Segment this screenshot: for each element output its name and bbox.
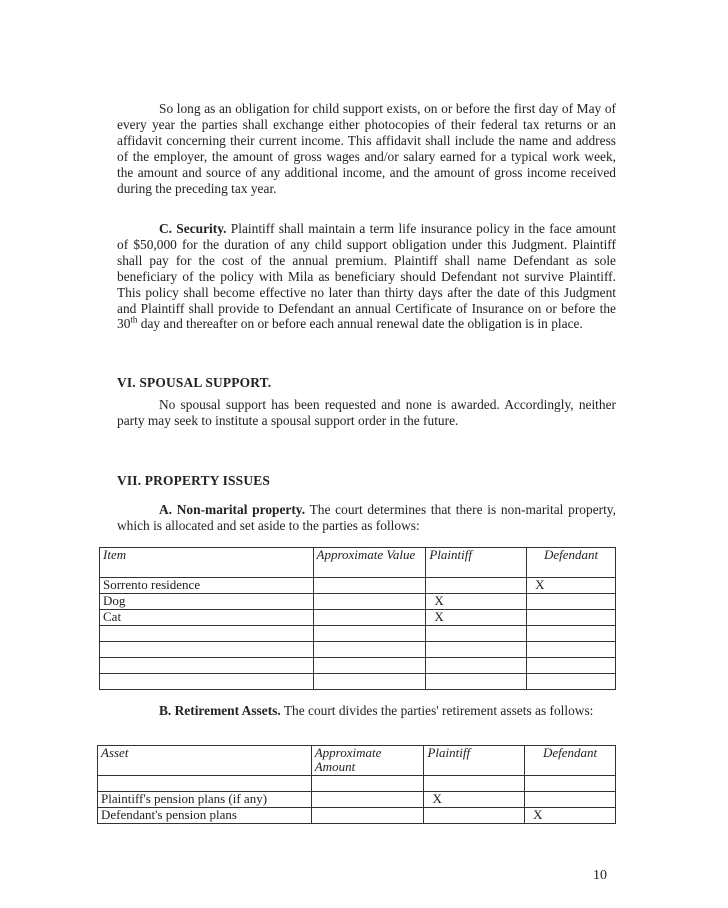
header-defendant: Defendant xyxy=(525,746,616,776)
cell-item: Sorrento residence xyxy=(100,578,314,594)
cell-value xyxy=(313,658,426,674)
cell-value xyxy=(313,642,426,658)
nonmarital-label: A. Non-marital property. xyxy=(159,502,306,517)
cell-amount xyxy=(311,792,424,808)
property-issues-heading: VII. PROPERTY ISSUES xyxy=(117,473,270,488)
cell-defendant xyxy=(525,792,616,808)
cell-defendant xyxy=(527,658,616,674)
tax-exchange-text: So long as an obligation for child support exists, on or before the first day of May of every year the parties shall exchange either photocopies of their federal tax returns or an affidavit concerning their current income. This affidavit shall include the name and address of the employer, the amount of gross wages and/or salary earned for a typical work week, the amount and source of any additional income, and the amount of gross income received during the preceding tax year. xyxy=(117,101,616,196)
cell-value xyxy=(313,626,426,642)
table-row xyxy=(98,792,616,808)
cell-amount xyxy=(311,776,424,792)
retirement-assets-table xyxy=(97,745,616,824)
cell-item: Cat xyxy=(100,610,314,626)
cell-value xyxy=(313,610,426,626)
cell-plaintiff xyxy=(424,776,525,792)
retirement-paragraph xyxy=(117,703,616,719)
table-row xyxy=(100,626,616,642)
cell-plaintiff: X xyxy=(426,594,527,610)
cell-plaintiff xyxy=(426,658,527,674)
cell-plaintiff: X xyxy=(424,792,525,808)
spousal-support-text: No spousal support has been requested and none is awarded. Accordingly, neither party may seek to institute a spousal support order in the future. xyxy=(117,397,616,428)
table-header-row xyxy=(100,548,616,578)
header-plaintiff: Plaintiff xyxy=(426,548,527,578)
cell-item xyxy=(100,642,314,658)
header-approximate-value: Approximate Value xyxy=(313,548,426,578)
cell-asset xyxy=(98,776,312,792)
table-row xyxy=(100,658,616,674)
security-text-end: day and thereafter on or before each annual renewal date the obligation is in place. xyxy=(137,316,583,332)
page-number: 10 xyxy=(593,868,607,883)
header-approximate-amount: Approximate Amount xyxy=(311,746,424,776)
cell-value xyxy=(313,674,426,690)
cell-defendant: X xyxy=(527,578,616,594)
header-defendant: Defendant xyxy=(527,548,616,578)
security-label: C. Security. xyxy=(159,221,227,236)
security-paragraph xyxy=(117,221,616,332)
cell-defendant xyxy=(527,642,616,658)
header-item: Item xyxy=(100,548,314,578)
cell-value xyxy=(313,578,426,594)
cell-plaintiff xyxy=(426,578,527,594)
nonmarital-paragraph xyxy=(117,502,616,534)
spousal-support-heading: VI. SPOUSAL SUPPORT. xyxy=(117,375,272,390)
cell-defendant xyxy=(525,776,616,792)
tax-exchange-paragraph xyxy=(117,101,616,196)
cell-plaintiff xyxy=(424,808,525,824)
cell-value xyxy=(313,594,426,610)
table-row xyxy=(100,674,616,690)
retirement-label: B. Retirement Assets. xyxy=(159,703,281,718)
header-asset: Asset xyxy=(98,746,312,776)
security-superscript: th xyxy=(130,314,138,325)
cell-plaintiff xyxy=(426,642,527,658)
nonmarital-text: The court determines that there is non-marital property, which is allocated and set aside to the parties as follows: xyxy=(117,502,616,533)
cell-item: Dog xyxy=(100,594,314,610)
table-row xyxy=(100,578,616,594)
table-row xyxy=(100,610,616,626)
table-row xyxy=(100,594,616,610)
cell-defendant xyxy=(527,610,616,626)
cell-plaintiff xyxy=(426,626,527,642)
cell-item xyxy=(100,658,314,674)
cell-defendant: X xyxy=(525,808,616,824)
cell-asset: Plaintiff's pension plans (if any) xyxy=(98,792,312,808)
cell-defendant xyxy=(527,674,616,690)
table-row xyxy=(100,642,616,658)
retirement-text: The court divides the parties' retirement assets as follows: xyxy=(280,703,594,718)
header-plaintiff: Plaintiff xyxy=(424,746,525,776)
nonmarital-property-table xyxy=(99,547,616,690)
cell-asset: Defendant's pension plans xyxy=(98,808,312,824)
table-header-row xyxy=(98,746,616,776)
cell-plaintiff: X xyxy=(426,610,527,626)
spousal-support-paragraph xyxy=(117,397,616,429)
table-row xyxy=(98,808,616,824)
cell-defendant xyxy=(527,594,616,610)
cell-item xyxy=(100,674,314,690)
cell-defendant xyxy=(527,626,616,642)
table-row xyxy=(98,776,616,792)
security-text: Plaintiff shall maintain a term life insurance policy in the face amount of $50,000 for the duration of any child support obligation under this Judgment. Plaintiff shall pay for the cost of the annual premium. Plaintiff shall name Defendant as sole beneficiary of the policy with Mila as beneficiary should Defendant not survive Plaintiff. This policy shall become effective no later than thirty days after the date of this Judgment and Plaintiff shall provide to Defendant an annual Certificate of Insurance on or before the 30 xyxy=(117,221,616,332)
cell-amount xyxy=(311,808,424,824)
cell-item xyxy=(100,626,314,642)
cell-plaintiff xyxy=(426,674,527,690)
